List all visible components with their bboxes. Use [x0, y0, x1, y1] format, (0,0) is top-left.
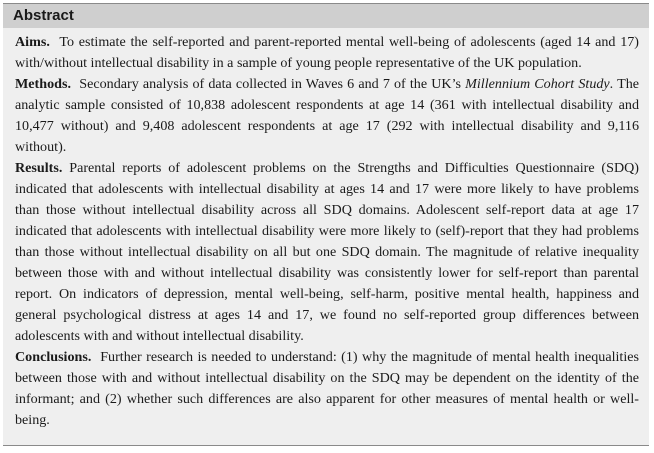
conclusions-text: Further research is needed to understand: (1) why the magnitude of mental health inequalities between those with and without intellectual disability on the SDQ may be dependent on the identity of the informant; and (2) whether such differences are also apparent for other measures of mental health or well-being.: [15, 349, 639, 428]
methods-text-post: . The analytic sample consisted of 10,838 adolescent respondents at age 14 (361 with intellectual disability and 10,477 without) and 9,408 adolescent respondents at age 17 (292 with intellectual disability and 9,116 without).: [15, 76, 639, 155]
abstract-header: [3, 3, 649, 29]
methods-label: Methods.: [15, 76, 71, 92]
abstract-title: Abstract: [13, 7, 74, 24]
aims-text: To estimate the self-reported and parent-reported mental well-being of adolescents (aged 14 and 17) with/without intellectual disability in a sample of young people representative of the UK population.: [15, 34, 639, 71]
aims-label: Aims.: [15, 34, 50, 50]
results-paragraph: [15, 158, 639, 347]
results-label: Results.: [15, 160, 63, 176]
abstract-text: [15, 32, 639, 431]
methods-text-pre: Secondary analysis of data collected in Waves 6 and 7 of the UK’s: [79, 76, 466, 92]
aims-paragraph: [15, 32, 639, 74]
methods-paragraph: [15, 74, 639, 158]
conclusions-label: Conclusions.: [15, 349, 92, 365]
bottom-rule: [3, 445, 649, 446]
conclusions-paragraph: [15, 347, 639, 431]
methods-study-name: Millennium Cohort Study: [465, 76, 610, 92]
results-text: Parental reports of adolescent problems on the Strengths and Difficulties Questionnaire (SDQ) indicated that adolescents with intellectual disability at ages 14 and 17 were more likely to have problems than those without intellectual disability across all SDQ domains. Adolescent self-report data at age 17 indicated that adolescents with intellectual disability were more likely to (self)-report that they had problems than those without intellectual disability on all but one SDQ domain. The magnitude of relative inequality between those with and without intellectual disability was consistently lower for self-report than parental report. On indicators of depression, mental well-being, self-harm, positive mental health, happiness and general psychological distress at ages 14 and 17, we found no self-reported group differences between adolescents with and without intellectual disability.: [15, 160, 640, 344]
abstract-body: [3, 28, 649, 445]
